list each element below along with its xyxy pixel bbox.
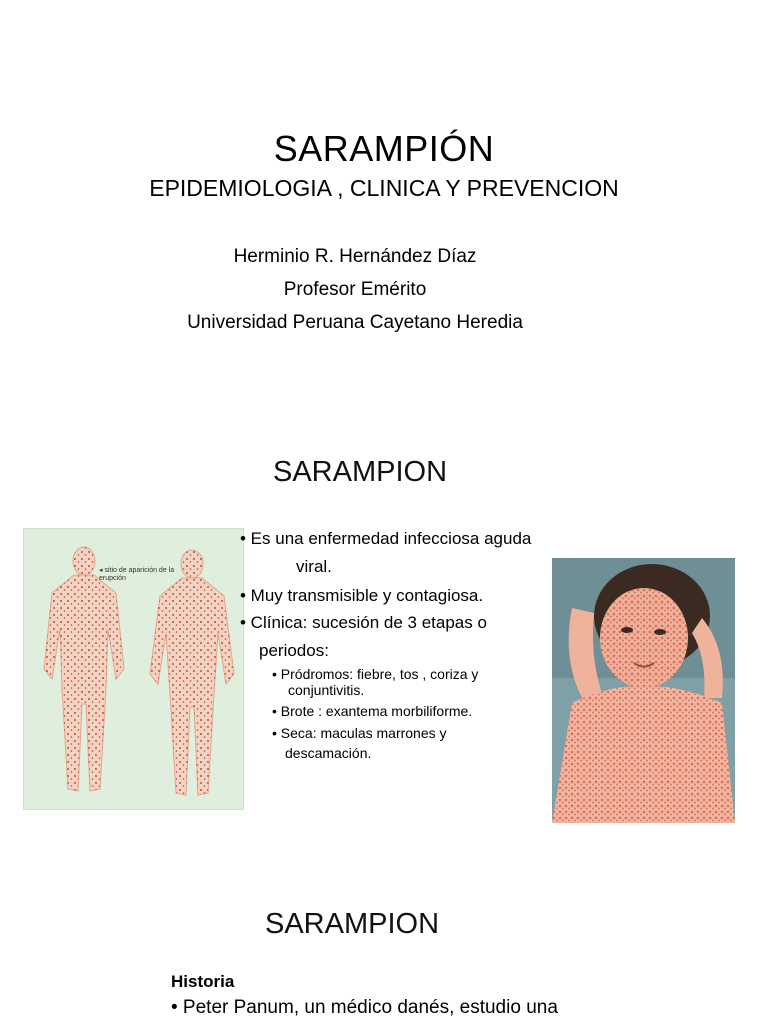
slide2-title: SARAMPION — [272, 456, 448, 488]
bullet-infectious-disease: • Es una enfermedad infecciosa aguda — [240, 529, 532, 548]
slide1-title: SARAMPIÓN — [273, 128, 495, 169]
subbullet-outbreak: • Brote : exantema morbiliforme. — [272, 703, 473, 719]
diagram-note: ◂ sitio de aparición de la erupción — [99, 567, 175, 582]
subbullet-dry: • Seca: maculas marrones y — [272, 725, 447, 741]
author-institution: Universidad Peruana Cayetano Heredia — [187, 312, 523, 333]
child-photo-illustration — [552, 558, 735, 823]
slide1-subtitle: EPIDEMIOLOGIA , CLINICA Y PREVENCION — [149, 175, 619, 201]
history-heading: Historia — [171, 972, 235, 991]
bullet-clinical-cont: periodos: — [259, 641, 329, 660]
subbullet-dry-cont: descamación. — [285, 745, 372, 761]
history-bullet-panum: • Peter Panum, un médico danés, estudio una — [171, 997, 558, 1018]
author-name: Herminio R. Hernández Díaz — [233, 246, 477, 267]
subbullet-prodromes: • Pródromos: fiebre, tos , coriza y — [272, 666, 479, 682]
rash-distribution-diagram — [23, 528, 244, 810]
bullet-clinical: • Clínica: sucesión de 3 etapas o — [240, 613, 487, 632]
author-role: Profesor Emérito — [283, 279, 427, 300]
bullet-infectious-disease-cont: viral. — [296, 557, 332, 576]
slide3-title: SARAMPION — [264, 908, 440, 940]
bullet-transmissible: • Muy transmisible y contagiosa. — [240, 586, 484, 605]
subbullet-prodromes-cont: conjuntivitis. — [288, 682, 365, 698]
child-with-rash-photo — [552, 558, 735, 823]
